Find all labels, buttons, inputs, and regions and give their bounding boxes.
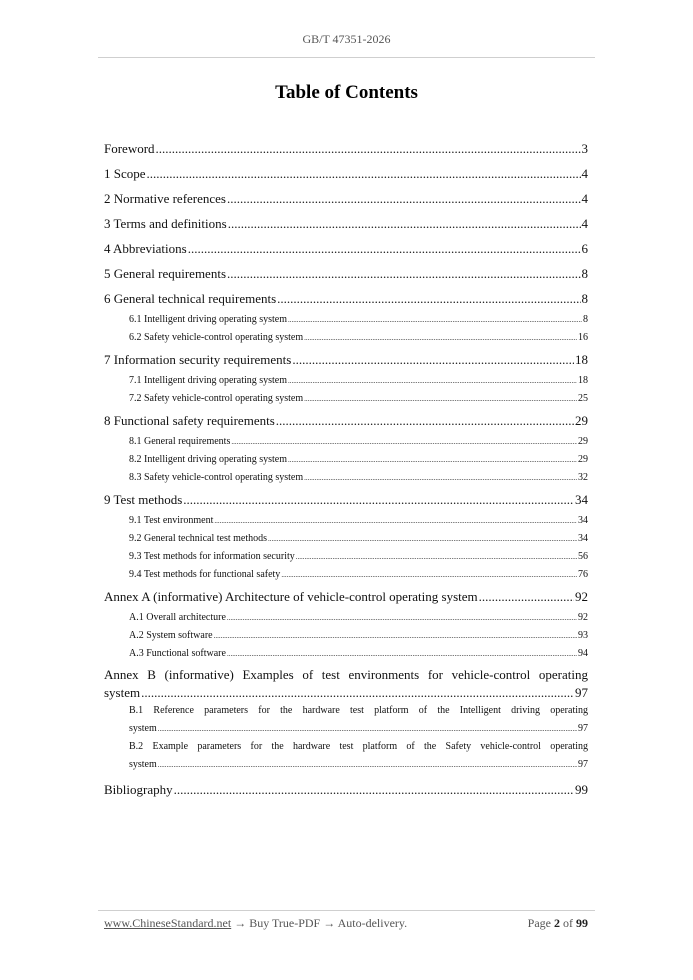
buy-true-pdf-text: Buy True-PDF [249, 916, 321, 930]
toc-subentry-b-1[interactable] [104, 702, 588, 738]
toc-page-number: 6 [581, 241, 588, 256]
toc-entry-functional-safety[interactable] [104, 408, 588, 433]
toc-entry-title: 8.1 General requirements [129, 436, 231, 447]
toc-subentry-a-1[interactable] [104, 609, 588, 627]
arrow-icon: → [234, 916, 247, 930]
dot-leader [147, 161, 581, 186]
current-page: 2 [554, 916, 560, 930]
dot-leader [292, 347, 574, 372]
toc-entry-title-line1: Annex B (informative) Examples of test environments for vehicle-control operating [104, 667, 588, 682]
dot-leader [296, 548, 577, 566]
toc-page-number: 25 [578, 393, 588, 404]
toc-page-number: 4 [581, 216, 588, 231]
toc-subentry-9-3[interactable] [104, 548, 588, 566]
toc-entry-normative-references[interactable] [104, 186, 588, 211]
toc-page-number: 16 [578, 332, 588, 343]
toc-entry-test-methods[interactable] [104, 487, 588, 512]
table-of-contents [104, 136, 588, 802]
dot-leader [288, 372, 577, 390]
toc-entry-title: 9.3 Test methods for information security [129, 551, 295, 562]
toc-entry-terms[interactable] [104, 211, 588, 236]
toc-page-number: 92 [575, 589, 588, 604]
dot-leader [188, 236, 581, 261]
dot-leader [214, 512, 577, 530]
toc-page-number: 92 [578, 612, 588, 623]
dot-leader [288, 451, 577, 469]
toc-entry-title: A.3 Functional software [129, 648, 226, 659]
auto-delivery-text: Auto-delivery. [337, 916, 408, 930]
toc-entry-title: 8 Functional safety requirements [104, 413, 275, 428]
toc-entry-foreword[interactable] [104, 136, 588, 161]
toc-entry-information-security[interactable] [104, 347, 588, 372]
dot-leader [141, 684, 574, 702]
toc-page-number: 4 [581, 191, 588, 206]
dot-leader [288, 311, 582, 329]
toc-entry-title: 7.2 Safety vehicle-control operating system [129, 393, 304, 404]
of-label: of [563, 916, 573, 930]
toc-entry-bibliography[interactable] [104, 777, 588, 802]
toc-subentry-6-1[interactable] [104, 311, 588, 329]
toc-entry-general-technical[interactable] [104, 286, 588, 311]
dot-leader [158, 720, 577, 738]
toc-entry-title: 6.2 Safety vehicle-control operating system [129, 332, 304, 343]
toc-entry-title-line2: system [104, 685, 141, 700]
toc-subentry-8-3[interactable] [104, 469, 588, 487]
toc-page-number: 18 [575, 352, 588, 367]
footer-promo [104, 916, 407, 931]
toc-entry-title: 9 Test methods [104, 492, 183, 507]
toc-page-number: 8 [583, 314, 588, 325]
dot-leader [231, 433, 577, 451]
toc-entry-abbreviations[interactable] [104, 236, 588, 261]
toc-entry-title: 2 Normative references [104, 191, 226, 206]
dot-leader [227, 645, 577, 663]
toc-entry-title: 8.2 Intelligent driving operating system [129, 454, 288, 465]
toc-subentry-a-3[interactable] [104, 645, 588, 663]
dot-leader [183, 487, 574, 512]
toc-entry-annex-a[interactable] [104, 584, 588, 609]
header-divider [98, 57, 595, 58]
toc-page-number: 29 [575, 413, 588, 428]
toc-entry-title: 4 Abbreviations [104, 241, 187, 256]
toc-entry-title: 7 Information security requirements [104, 352, 292, 367]
toc-entry-scope[interactable] [104, 161, 588, 186]
toc-page-number: 97 [575, 685, 588, 700]
toc-page-number: 94 [578, 648, 588, 659]
toc-entry-general-requirements[interactable] [104, 261, 588, 286]
toc-page-number: 3 [581, 141, 588, 156]
toc-entry-continuation [104, 684, 588, 702]
dot-leader [158, 756, 577, 774]
dot-leader [214, 627, 577, 645]
toc-subentry-a-2[interactable] [104, 627, 588, 645]
dot-leader [227, 186, 581, 211]
toc-page-number: 76 [578, 569, 588, 580]
toc-page-number: 4 [581, 166, 588, 181]
toc-subentry-9-2[interactable] [104, 530, 588, 548]
toc-entry-title-line1: B.2 Example parameters for the hardware test platform of the Safety vehicle-control operating [129, 741, 588, 752]
dot-leader [304, 329, 577, 347]
toc-entry-title: 5 General requirements [104, 266, 227, 281]
dot-leader [228, 211, 581, 236]
toc-entry-title: Foreword [104, 141, 155, 156]
dot-leader [304, 469, 577, 487]
toc-subentry-7-1[interactable] [104, 372, 588, 390]
toc-entry-title: 9.4 Test methods for functional safety [129, 569, 281, 580]
toc-entry-title-line2: system [129, 723, 157, 734]
toc-entry-continuation [129, 720, 588, 738]
dot-leader [174, 777, 574, 802]
toc-entry-title: A.1 Overall architecture [129, 612, 226, 623]
toc-page-number: 32 [578, 472, 588, 483]
running-header: GB/T 47351-2026 [302, 32, 391, 46]
toc-page-number: 99 [575, 782, 588, 797]
toc-subentry-b-2[interactable] [104, 738, 588, 774]
toc-page-number: 18 [578, 375, 588, 386]
toc-entry-title: A.2 System software [129, 630, 213, 641]
toc-entry-title: 1 Scope [104, 166, 146, 181]
toc-entry-title: Bibliography [104, 782, 173, 797]
toc-subentry-7-2[interactable] [104, 390, 588, 408]
toc-page-number: 97 [578, 759, 588, 770]
toc-subentry-8-2[interactable] [104, 451, 588, 469]
toc-entry-title: 6.1 Intelligent driving operating system [129, 314, 288, 325]
toc-subentry-9-1[interactable] [104, 512, 588, 530]
total-pages: 99 [576, 916, 588, 930]
toc-entry-title: 9.2 General technical test methods [129, 533, 268, 544]
toc-page-number: 34 [578, 515, 588, 526]
footer-divider [98, 910, 595, 911]
toc-page-number: 29 [578, 436, 588, 447]
dot-leader [276, 408, 574, 433]
dot-leader [268, 530, 577, 548]
toc-entry-title-line2: system [129, 759, 157, 770]
toc-entry-title: 6 General technical requirements [104, 291, 277, 306]
toc-subentry-9-4[interactable] [104, 566, 588, 584]
website-link[interactable]: www.ChineseStandard.net [104, 916, 232, 930]
dot-leader [227, 609, 577, 627]
toc-entry-continuation [129, 756, 588, 774]
dot-leader [277, 286, 580, 311]
toc-subentry-6-2[interactable] [104, 329, 588, 347]
toc-entry-title: 8.3 Safety vehicle-control operating system [129, 472, 304, 483]
page-title: Table of Contents [275, 82, 418, 103]
toc-page-number: 93 [578, 630, 588, 641]
page-indicator [528, 916, 588, 931]
dot-leader [281, 566, 577, 584]
toc-page-number: 8 [581, 266, 588, 281]
toc-entry-title: 9.1 Test environment [129, 515, 214, 526]
toc-entry-annex-b[interactable] [104, 666, 588, 702]
toc-entry-title: 3 Terms and definitions [104, 216, 227, 231]
toc-entry-title: Annex A (informative) Architecture of vehicle-control operating system [104, 589, 478, 604]
dot-leader [156, 136, 581, 161]
dot-leader [479, 584, 574, 609]
dot-leader [304, 390, 577, 408]
toc-page-number: 34 [575, 492, 588, 507]
running-footer [104, 916, 588, 931]
dot-leader [227, 261, 580, 286]
toc-entry-title: 7.1 Intelligent driving operating system [129, 375, 288, 386]
toc-page-number: 8 [581, 291, 588, 306]
toc-page-number: 56 [578, 551, 588, 562]
toc-page-number: 97 [578, 723, 588, 734]
toc-page-number: 34 [578, 533, 588, 544]
toc-subentry-8-1[interactable] [104, 433, 588, 451]
arrow-icon: → [323, 916, 336, 930]
toc-entry-title-line1: B.1 Reference parameters for the hardware test platform of the Intelligent driving operating [129, 705, 588, 716]
page-label: Page [527, 916, 551, 930]
toc-page-number: 29 [578, 454, 588, 465]
